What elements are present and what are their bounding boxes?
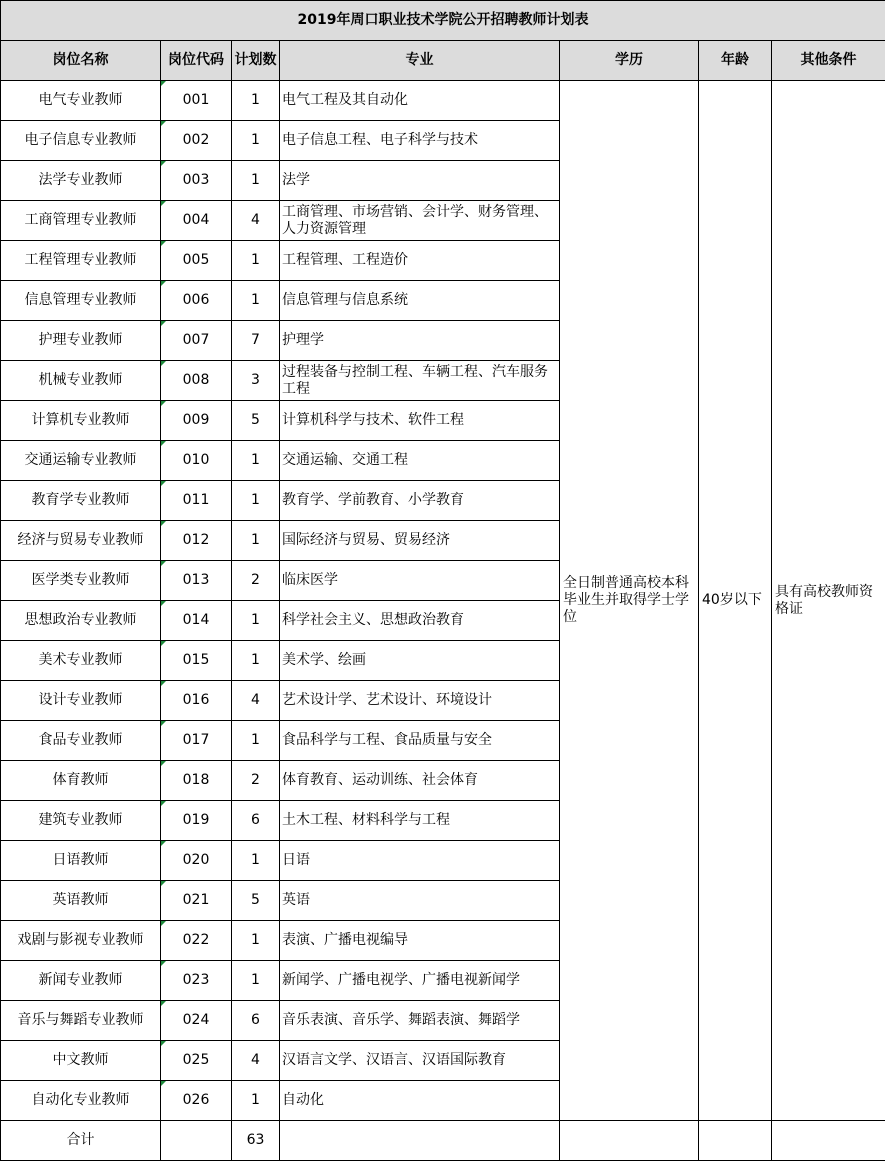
cell-plan-count[interactable]: 1	[232, 281, 280, 321]
position-name-text: 中文教师	[52, 1052, 109, 1068]
cell-major[interactable]: 教育学、学前教育、小学教育	[280, 481, 560, 521]
position-code-text: 009	[182, 412, 210, 428]
position-code-text: 002	[182, 132, 210, 148]
cell-position-code[interactable]	[161, 561, 232, 601]
cell-position-code[interactable]	[161, 81, 232, 121]
position-code-text: 018	[182, 772, 210, 788]
comment-marker-icon	[161, 521, 166, 526]
cell-position-name[interactable]	[1, 241, 161, 281]
cell-position-name[interactable]	[1, 121, 161, 161]
header-major: 专业	[280, 41, 560, 81]
cell-position-code[interactable]	[161, 401, 232, 441]
cell-major[interactable]: 汉语言文学、汉语言、汉语国际教育	[280, 1041, 560, 1081]
cell-major[interactable]: 信息管理与信息系统	[280, 281, 560, 321]
comment-marker-icon	[161, 641, 166, 646]
cell-position-code[interactable]	[161, 841, 232, 881]
position-name-text: 建筑专业教师	[38, 812, 123, 828]
comment-marker-icon	[161, 721, 166, 726]
position-name-text: 工商管理专业教师	[24, 212, 137, 228]
cell-plan-count[interactable]: 2	[232, 761, 280, 801]
cell-position-name[interactable]	[1, 641, 161, 681]
table-title: 2019年周口职业技术学院公开招聘教师计划表	[1, 1, 885, 41]
position-name-text: 信息管理专业教师	[24, 292, 137, 308]
cell-plan-count[interactable]: 7	[232, 321, 280, 361]
position-code-text: 022	[182, 932, 210, 948]
position-code-text: 011	[182, 492, 210, 508]
cell-plan-count[interactable]: 6	[232, 1001, 280, 1041]
comment-marker-icon	[161, 801, 166, 806]
cell-position-name[interactable]	[1, 1081, 161, 1121]
cell-major[interactable]: 音乐表演、音乐学、舞蹈表演、舞蹈学	[280, 1001, 560, 1041]
cell-position-code[interactable]	[161, 1041, 232, 1081]
position-code-text: 006	[182, 292, 210, 308]
cell-plan-count[interactable]: 1	[232, 1081, 280, 1121]
cell-position-name[interactable]	[1, 561, 161, 601]
comment-marker-icon	[161, 681, 166, 686]
cell-major[interactable]: 计算机科学与技术、软件工程	[280, 401, 560, 441]
cell-major[interactable]: 日语	[280, 841, 560, 881]
comment-marker-icon	[161, 561, 166, 566]
cell-major[interactable]: 临床医学	[280, 561, 560, 601]
cell-position-code[interactable]	[161, 241, 232, 281]
cell-major[interactable]: 电气工程及其自动化	[280, 81, 560, 121]
position-name-text: 电气专业教师	[38, 92, 123, 108]
cell-position-name[interactable]	[1, 321, 161, 361]
cell-position-name[interactable]	[1, 361, 161, 401]
comment-marker-icon	[161, 361, 166, 366]
cell-major[interactable]: 艺术设计学、艺术设计、环境设计	[280, 681, 560, 721]
cell-plan-count[interactable]: 1	[232, 961, 280, 1001]
cell-major[interactable]: 电子信息工程、电子科学与技术	[280, 121, 560, 161]
header-other: 其他条件	[772, 41, 885, 81]
cell-plan-count[interactable]: 1	[232, 241, 280, 281]
cell-position-name[interactable]	[1, 441, 161, 481]
cell-position-code[interactable]	[161, 641, 232, 681]
position-name-text: 机械专业教师	[38, 372, 123, 388]
position-code-text: 017	[182, 732, 210, 748]
total-age-empty[interactable]	[699, 1121, 772, 1161]
position-code-text: 019	[182, 812, 210, 828]
position-name-text: 戏剧与影视专业教师	[17, 932, 144, 948]
comment-marker-icon	[161, 281, 166, 286]
cell-position-name[interactable]	[1, 921, 161, 961]
header-count: 计划数	[232, 41, 280, 81]
comment-marker-icon	[161, 761, 166, 766]
cell-plan-count[interactable]: 1	[232, 441, 280, 481]
comment-marker-icon	[161, 961, 166, 966]
position-code-text: 003	[182, 172, 210, 188]
position-name-text: 电子信息专业教师	[24, 132, 137, 148]
cell-position-code[interactable]	[161, 721, 232, 761]
comment-marker-icon	[161, 881, 166, 886]
cell-position-name[interactable]	[1, 81, 161, 121]
cell-plan-count[interactable]: 1	[232, 521, 280, 561]
cell-position-code[interactable]	[161, 801, 232, 841]
position-code-text: 008	[182, 372, 210, 388]
cell-major[interactable]: 工商管理、市场营销、会计学、财务管理、人力资源管理	[280, 201, 560, 241]
cell-plan-count[interactable]: 1	[232, 641, 280, 681]
position-code-text: 016	[182, 692, 210, 708]
comment-marker-icon	[161, 121, 166, 126]
position-code-text: 014	[182, 612, 210, 628]
total-code-empty[interactable]	[161, 1121, 232, 1161]
total-row	[1, 1121, 885, 1161]
comment-marker-icon	[161, 161, 166, 166]
position-name-text: 计算机专业教师	[31, 412, 130, 428]
comment-marker-icon	[161, 841, 166, 846]
cell-position-code[interactable]	[161, 161, 232, 201]
cell-plan-count[interactable]: 3	[232, 361, 280, 401]
cell-position-name[interactable]	[1, 961, 161, 1001]
total-label[interactable]: 合计	[1, 1121, 161, 1161]
comment-marker-icon	[161, 401, 166, 406]
cell-position-code[interactable]	[161, 281, 232, 321]
cell-plan-count[interactable]: 5	[232, 401, 280, 441]
cell-major[interactable]: 工程管理、工程造价	[280, 241, 560, 281]
position-name-text: 英语教师	[52, 892, 109, 908]
cell-major[interactable]: 表演、广播电视编导	[280, 921, 560, 961]
comment-marker-icon	[161, 1081, 166, 1086]
cell-position-code[interactable]	[161, 601, 232, 641]
comment-marker-icon	[161, 201, 166, 206]
cell-position-code[interactable]	[161, 681, 232, 721]
total-other-empty[interactable]	[772, 1121, 885, 1161]
position-name-text: 音乐与舞蹈专业教师	[17, 1012, 144, 1028]
cell-position-name[interactable]	[1, 1001, 161, 1041]
total-education-empty[interactable]	[560, 1121, 699, 1161]
position-code-text: 015	[182, 652, 210, 668]
position-name-text: 设计专业教师	[38, 692, 123, 708]
position-name-text: 体育教师	[52, 772, 109, 788]
cell-major[interactable]: 体育教育、运动训练、社会体育	[280, 761, 560, 801]
position-name-text: 工程管理专业教师	[24, 252, 137, 268]
cell-position-code[interactable]	[161, 961, 232, 1001]
cell-position-code[interactable]	[161, 481, 232, 521]
cell-plan-count[interactable]: 1	[232, 721, 280, 761]
cell-position-name[interactable]	[1, 1041, 161, 1081]
comment-marker-icon	[161, 601, 166, 606]
cell-major[interactable]: 新闻学、广播电视学、广播电视新闻学	[280, 961, 560, 1001]
comment-marker-icon	[161, 321, 166, 326]
cell-position-name[interactable]	[1, 601, 161, 641]
header-age: 年龄	[699, 41, 772, 81]
cell-plan-count[interactable]: 1	[232, 161, 280, 201]
cell-major[interactable]: 科学社会主义、思想政治教育	[280, 601, 560, 641]
position-code-text: 010	[182, 452, 210, 468]
position-name-text: 法学专业教师	[38, 172, 123, 188]
cell-plan-count[interactable]: 1	[232, 921, 280, 961]
cell-major[interactable]: 交通运输、交通工程	[280, 441, 560, 481]
cell-position-code[interactable]	[161, 521, 232, 561]
position-code-text: 026	[182, 1092, 210, 1108]
cell-major[interactable]: 法学	[280, 161, 560, 201]
position-code-text: 020	[182, 852, 210, 868]
cell-major[interactable]: 美术学、绘画	[280, 641, 560, 681]
cell-position-name[interactable]	[1, 281, 161, 321]
cell-position-code[interactable]	[161, 441, 232, 481]
comment-marker-icon	[161, 1041, 166, 1046]
table-row	[1, 81, 885, 121]
comment-marker-icon	[161, 1001, 166, 1006]
header-code: 岗位代码	[161, 41, 232, 81]
position-name-text: 新闻专业教师	[38, 972, 123, 988]
comment-marker-icon	[161, 241, 166, 246]
cell-position-name[interactable]	[1, 881, 161, 921]
cell-position-code[interactable]	[161, 881, 232, 921]
position-name-text: 日语教师	[52, 852, 109, 868]
cell-position-code[interactable]	[161, 201, 232, 241]
cell-plan-count[interactable]: 1	[232, 841, 280, 881]
cell-age-merged[interactable]: 40岁以下	[699, 81, 772, 1121]
position-code-text: 025	[182, 1052, 210, 1068]
position-code-text: 007	[182, 332, 210, 348]
cell-education-merged[interactable]: 全日制普通高校本科毕业生并取得学士学位	[560, 81, 699, 1121]
comment-marker-icon	[161, 921, 166, 926]
cell-major[interactable]: 国际经济与贸易、贸易经济	[280, 521, 560, 561]
total-major-empty[interactable]	[280, 1121, 560, 1161]
position-name-text: 经济与贸易专业教师	[17, 532, 144, 548]
cell-position-code[interactable]	[161, 121, 232, 161]
cell-position-name[interactable]	[1, 401, 161, 441]
header-row	[1, 41, 885, 81]
position-code-text: 004	[182, 212, 210, 228]
cell-position-name[interactable]	[1, 761, 161, 801]
position-name-text: 美术专业教师	[38, 652, 123, 668]
cell-plan-count[interactable]: 4	[232, 1041, 280, 1081]
position-name-text: 自动化专业教师	[31, 1092, 130, 1108]
position-name-text: 思想政治专业教师	[24, 612, 137, 628]
total-count[interactable]: 63	[232, 1121, 280, 1161]
comment-marker-icon	[161, 481, 166, 486]
cell-plan-count[interactable]: 2	[232, 561, 280, 601]
cell-position-name[interactable]	[1, 801, 161, 841]
header-education: 学历	[560, 41, 699, 81]
comment-marker-icon	[161, 441, 166, 446]
position-code-text: 024	[182, 1012, 210, 1028]
cell-position-name[interactable]	[1, 481, 161, 521]
position-name-text: 交通运输专业教师	[24, 452, 137, 468]
header-name: 岗位名称	[1, 41, 161, 81]
position-code-text: 013	[182, 572, 210, 588]
cell-plan-count[interactable]: 5	[232, 881, 280, 921]
cell-position-name[interactable]	[1, 521, 161, 561]
position-code-text: 005	[182, 252, 210, 268]
cell-major[interactable]: 自动化	[280, 1081, 560, 1121]
cell-plan-count[interactable]: 1	[232, 81, 280, 121]
position-code-text: 012	[182, 532, 210, 548]
cell-position-name[interactable]	[1, 201, 161, 241]
cell-position-code[interactable]	[161, 1001, 232, 1041]
position-code-text: 021	[182, 892, 210, 908]
cell-plan-count[interactable]: 1	[232, 481, 280, 521]
position-code-text: 001	[182, 92, 210, 108]
cell-major[interactable]: 过程装备与控制工程、车辆工程、汽车服务工程	[280, 361, 560, 401]
position-name-text: 食品专业教师	[38, 732, 123, 748]
cell-other-merged[interactable]: 具有高校教师资格证	[772, 81, 885, 1121]
cell-major[interactable]: 护理学	[280, 321, 560, 361]
cell-position-code[interactable]	[161, 1081, 232, 1121]
cell-position-name[interactable]	[1, 681, 161, 721]
position-name-text: 医学类专业教师	[31, 572, 130, 588]
cell-position-code[interactable]	[161, 761, 232, 801]
position-code-text: 023	[182, 972, 210, 988]
cell-major[interactable]: 英语	[280, 881, 560, 921]
cell-position-code[interactable]	[161, 321, 232, 361]
comment-marker-icon	[161, 81, 166, 86]
cell-plan-count[interactable]: 4	[232, 201, 280, 241]
cell-position-name[interactable]	[1, 161, 161, 201]
cell-major[interactable]: 食品科学与工程、食品质量与安全	[280, 721, 560, 761]
position-name-text: 教育学专业教师	[31, 492, 130, 508]
cell-position-code[interactable]	[161, 361, 232, 401]
cell-position-name[interactable]	[1, 721, 161, 761]
position-name-text: 护理专业教师	[38, 332, 123, 348]
cell-plan-count[interactable]: 1	[232, 121, 280, 161]
cell-plan-count[interactable]: 4	[232, 681, 280, 721]
cell-position-name[interactable]	[1, 841, 161, 881]
cell-plan-count[interactable]: 6	[232, 801, 280, 841]
cell-position-code[interactable]	[161, 921, 232, 961]
cell-major[interactable]: 土木工程、材料科学与工程	[280, 801, 560, 841]
cell-plan-count[interactable]: 1	[232, 601, 280, 641]
